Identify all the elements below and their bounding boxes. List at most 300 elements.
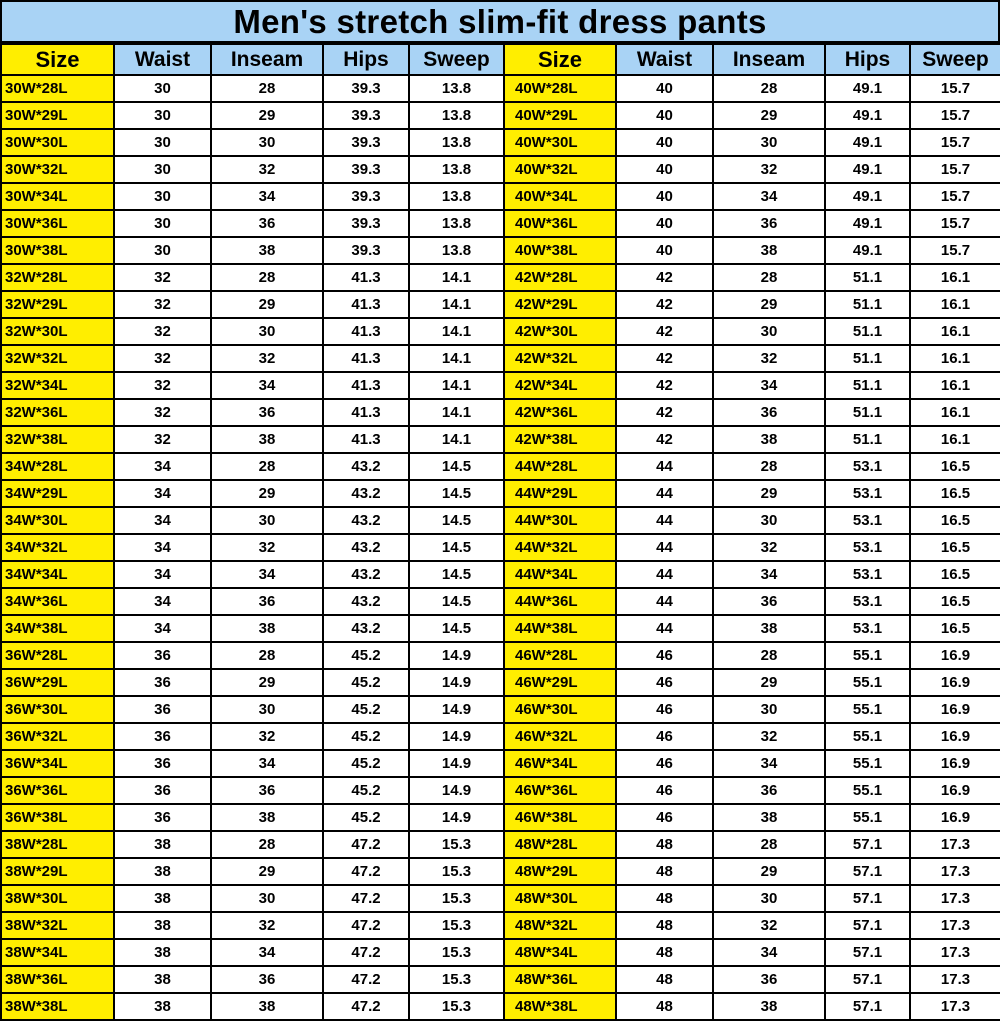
right-sweep-cell: 16.9: [910, 723, 1000, 750]
right-inseam-cell: 34: [713, 750, 825, 777]
right-sweep-cell: 16.9: [910, 777, 1000, 804]
right-hips-cell: 55.1: [825, 669, 910, 696]
left-sweep-cell: 14.9: [409, 642, 504, 669]
left-inseam-cell: 28: [211, 75, 323, 102]
right-size-cell: 40W*30L: [504, 129, 616, 156]
right-sweep-cell: 16.9: [910, 696, 1000, 723]
table-row: [1, 507, 1000, 534]
right-size-cell: 48W*34L: [504, 939, 616, 966]
left-hips-cell: 39.3: [323, 102, 409, 129]
left-waist-cell: 38: [114, 912, 211, 939]
right-inseam-cell: 30: [713, 696, 825, 723]
left-hips-cell: 47.2: [323, 993, 409, 1020]
table-row: [1, 480, 1000, 507]
right-hips-cell: 51.1: [825, 264, 910, 291]
right-waist-cell: 44: [616, 507, 713, 534]
left-waist-cell: 34: [114, 534, 211, 561]
right-inseam-cell: 32: [713, 345, 825, 372]
left-waist-cell: 32: [114, 318, 211, 345]
right-inseam-cell: 38: [713, 993, 825, 1020]
left-waist-cell: 34: [114, 453, 211, 480]
left-sweep-cell: 14.5: [409, 588, 504, 615]
left-hips-cell: 43.2: [323, 615, 409, 642]
right-size-cell: 40W*38L: [504, 237, 616, 264]
left-waist-cell: 34: [114, 507, 211, 534]
left-size-cell: 34W*38L: [1, 615, 114, 642]
right-inseam-cell: 36: [713, 966, 825, 993]
right-hips-cell: 49.1: [825, 183, 910, 210]
left-size-cell: 38W*28L: [1, 831, 114, 858]
right-sweep-cell: 16.5: [910, 507, 1000, 534]
left-waist-cell: 30: [114, 237, 211, 264]
right-hips-cell: 55.1: [825, 723, 910, 750]
right-waist-cell: 40: [616, 237, 713, 264]
left-sweep-cell: 14.9: [409, 669, 504, 696]
left-inseam-cell: 29: [211, 102, 323, 129]
left-inseam-cell: 38: [211, 426, 323, 453]
left-size-cell: 30W*32L: [1, 156, 114, 183]
right-size-cell: 48W*29L: [504, 858, 616, 885]
left-waist-cell: 30: [114, 102, 211, 129]
right-inseam-cell: 34: [713, 183, 825, 210]
header-sweep: Sweep: [409, 44, 504, 75]
left-size-cell: 32W*36L: [1, 399, 114, 426]
table-row: [1, 696, 1000, 723]
left-sweep-cell: 13.8: [409, 237, 504, 264]
right-size-cell: 42W*34L: [504, 372, 616, 399]
right-hips-cell: 49.1: [825, 210, 910, 237]
left-size-cell: 34W*32L: [1, 534, 114, 561]
left-sweep-cell: 14.5: [409, 507, 504, 534]
left-sweep-cell: 14.9: [409, 804, 504, 831]
right-hips-cell: 55.1: [825, 696, 910, 723]
right-inseam-cell: 32: [713, 723, 825, 750]
left-inseam-cell: 29: [211, 858, 323, 885]
table-row: [1, 804, 1000, 831]
right-inseam-cell: 34: [713, 561, 825, 588]
table-row: [1, 426, 1000, 453]
left-hips-cell: 41.3: [323, 426, 409, 453]
table-row: [1, 777, 1000, 804]
right-hips-cell: 49.1: [825, 102, 910, 129]
right-sweep-cell: 15.7: [910, 156, 1000, 183]
right-hips-cell: 57.1: [825, 912, 910, 939]
left-waist-cell: 36: [114, 723, 211, 750]
left-inseam-cell: 38: [211, 237, 323, 264]
table-row: [1, 831, 1000, 858]
left-hips-cell: 39.3: [323, 210, 409, 237]
left-hips-cell: 47.2: [323, 939, 409, 966]
left-inseam-cell: 28: [211, 264, 323, 291]
left-inseam-cell: 34: [211, 750, 323, 777]
header-hips: Hips: [323, 44, 409, 75]
left-inseam-cell: 36: [211, 588, 323, 615]
left-inseam-cell: 30: [211, 507, 323, 534]
title-bar: [0, 0, 1000, 43]
left-size-cell: 34W*30L: [1, 507, 114, 534]
left-hips-cell: 43.2: [323, 453, 409, 480]
right-sweep-cell: 17.3: [910, 993, 1000, 1020]
left-hips-cell: 41.3: [323, 345, 409, 372]
right-size-cell: 46W*34L: [504, 750, 616, 777]
left-inseam-cell: 32: [211, 723, 323, 750]
right-waist-cell: 48: [616, 831, 713, 858]
right-size-cell: 48W*32L: [504, 912, 616, 939]
table-row: [1, 264, 1000, 291]
right-hips-cell: 51.1: [825, 426, 910, 453]
left-inseam-cell: 36: [211, 966, 323, 993]
left-inseam-cell: 29: [211, 480, 323, 507]
left-size-cell: 36W*30L: [1, 696, 114, 723]
right-hips-cell: 51.1: [825, 399, 910, 426]
left-sweep-cell: 14.1: [409, 264, 504, 291]
table-row: [1, 615, 1000, 642]
left-sweep-cell: 14.5: [409, 534, 504, 561]
right-sweep-cell: 17.3: [910, 831, 1000, 858]
table-row: [1, 237, 1000, 264]
left-hips-cell: 45.2: [323, 804, 409, 831]
left-size-cell: 30W*38L: [1, 237, 114, 264]
left-size-cell: 38W*29L: [1, 858, 114, 885]
left-sweep-cell: 13.8: [409, 183, 504, 210]
header-row: [1, 44, 1000, 75]
left-size-cell: 30W*34L: [1, 183, 114, 210]
right-hips-cell: 53.1: [825, 480, 910, 507]
right-sweep-cell: 15.7: [910, 75, 1000, 102]
right-size-cell: 42W*32L: [504, 345, 616, 372]
table-row: [1, 993, 1000, 1020]
right-waist-cell: 44: [616, 588, 713, 615]
left-inseam-cell: 28: [211, 642, 323, 669]
left-sweep-cell: 13.8: [409, 102, 504, 129]
right-sweep-cell: 15.7: [910, 129, 1000, 156]
right-size-cell: 46W*36L: [504, 777, 616, 804]
right-size-cell: 42W*29L: [504, 291, 616, 318]
right-waist-cell: 44: [616, 561, 713, 588]
right-hips-cell: 55.1: [825, 642, 910, 669]
right-waist-cell: 40: [616, 75, 713, 102]
right-inseam-cell: 29: [713, 480, 825, 507]
right-sweep-cell: 16.9: [910, 750, 1000, 777]
right-inseam-cell: 29: [713, 858, 825, 885]
right-inseam-cell: 38: [713, 615, 825, 642]
left-inseam-cell: 30: [211, 885, 323, 912]
left-hips-cell: 43.2: [323, 507, 409, 534]
right-inseam-cell: 28: [713, 264, 825, 291]
right-waist-cell: 42: [616, 372, 713, 399]
right-sweep-cell: 17.3: [910, 858, 1000, 885]
left-inseam-cell: 34: [211, 939, 323, 966]
left-sweep-cell: 14.9: [409, 723, 504, 750]
right-sweep-cell: 16.9: [910, 642, 1000, 669]
left-hips-cell: 45.2: [323, 777, 409, 804]
right-inseam-cell: 36: [713, 399, 825, 426]
left-hips-cell: 41.3: [323, 291, 409, 318]
right-hips-cell: 55.1: [825, 777, 910, 804]
right-inseam-cell: 36: [713, 777, 825, 804]
table-row: [1, 885, 1000, 912]
right-waist-cell: 46: [616, 696, 713, 723]
table-row: [1, 750, 1000, 777]
right-sweep-cell: 17.3: [910, 966, 1000, 993]
left-size-cell: 36W*34L: [1, 750, 114, 777]
left-inseam-cell: 29: [211, 291, 323, 318]
header-size: Size: [504, 44, 616, 75]
left-sweep-cell: 14.5: [409, 561, 504, 588]
right-size-cell: 46W*30L: [504, 696, 616, 723]
right-size-cell: 40W*28L: [504, 75, 616, 102]
left-hips-cell: 39.3: [323, 75, 409, 102]
left-waist-cell: 38: [114, 858, 211, 885]
header-hips: Hips: [825, 44, 910, 75]
left-inseam-cell: 32: [211, 912, 323, 939]
left-inseam-cell: 29: [211, 669, 323, 696]
right-hips-cell: 53.1: [825, 561, 910, 588]
right-hips-cell: 51.1: [825, 345, 910, 372]
right-inseam-cell: 32: [713, 534, 825, 561]
table-row: [1, 291, 1000, 318]
right-size-cell: 40W*34L: [504, 183, 616, 210]
right-waist-cell: 40: [616, 183, 713, 210]
right-hips-cell: 57.1: [825, 966, 910, 993]
table-row: [1, 399, 1000, 426]
right-waist-cell: 40: [616, 156, 713, 183]
right-hips-cell: 51.1: [825, 291, 910, 318]
right-hips-cell: 51.1: [825, 318, 910, 345]
table-row: [1, 966, 1000, 993]
table-row: [1, 183, 1000, 210]
left-waist-cell: 34: [114, 588, 211, 615]
left-sweep-cell: 13.8: [409, 210, 504, 237]
left-size-cell: 30W*36L: [1, 210, 114, 237]
left-hips-cell: 47.2: [323, 831, 409, 858]
page-title: Men's stretch slim-fit dress pants: [233, 2, 767, 40]
table-row: [1, 858, 1000, 885]
right-size-cell: 46W*38L: [504, 804, 616, 831]
right-waist-cell: 42: [616, 426, 713, 453]
left-inseam-cell: 34: [211, 372, 323, 399]
table-row: [1, 723, 1000, 750]
left-waist-cell: 30: [114, 183, 211, 210]
right-inseam-cell: 38: [713, 804, 825, 831]
left-waist-cell: 34: [114, 480, 211, 507]
left-waist-cell: 30: [114, 156, 211, 183]
right-waist-cell: 46: [616, 804, 713, 831]
right-hips-cell: 57.1: [825, 939, 910, 966]
left-inseam-cell: 32: [211, 156, 323, 183]
right-inseam-cell: 38: [713, 237, 825, 264]
table-row: [1, 561, 1000, 588]
left-sweep-cell: 15.3: [409, 885, 504, 912]
right-sweep-cell: 17.3: [910, 885, 1000, 912]
right-inseam-cell: 30: [713, 129, 825, 156]
right-waist-cell: 46: [616, 777, 713, 804]
left-sweep-cell: 15.3: [409, 912, 504, 939]
right-sweep-cell: 15.7: [910, 183, 1000, 210]
left-hips-cell: 39.3: [323, 183, 409, 210]
left-size-cell: 36W*32L: [1, 723, 114, 750]
left-inseam-cell: 30: [211, 696, 323, 723]
header-inseam: Inseam: [713, 44, 825, 75]
right-waist-cell: 44: [616, 480, 713, 507]
left-sweep-cell: 14.1: [409, 318, 504, 345]
right-sweep-cell: 16.1: [910, 291, 1000, 318]
right-size-cell: 42W*28L: [504, 264, 616, 291]
left-size-cell: 36W*38L: [1, 804, 114, 831]
left-waist-cell: 36: [114, 777, 211, 804]
right-sweep-cell: 16.9: [910, 669, 1000, 696]
left-hips-cell: 41.3: [323, 399, 409, 426]
right-sweep-cell: 15.7: [910, 210, 1000, 237]
left-sweep-cell: 14.5: [409, 453, 504, 480]
right-size-cell: 40W*36L: [504, 210, 616, 237]
left-size-cell: 32W*38L: [1, 426, 114, 453]
table-row: [1, 453, 1000, 480]
right-sweep-cell: 16.1: [910, 264, 1000, 291]
left-size-cell: 32W*32L: [1, 345, 114, 372]
left-inseam-cell: 36: [211, 777, 323, 804]
right-waist-cell: 40: [616, 129, 713, 156]
right-waist-cell: 46: [616, 750, 713, 777]
right-sweep-cell: 16.1: [910, 399, 1000, 426]
left-inseam-cell: 32: [211, 534, 323, 561]
right-size-cell: 48W*36L: [504, 966, 616, 993]
left-waist-cell: 36: [114, 696, 211, 723]
left-sweep-cell: 15.3: [409, 966, 504, 993]
right-waist-cell: 44: [616, 615, 713, 642]
right-inseam-cell: 38: [713, 426, 825, 453]
left-waist-cell: 38: [114, 885, 211, 912]
right-hips-cell: 57.1: [825, 885, 910, 912]
left-sweep-cell: 14.5: [409, 480, 504, 507]
right-size-cell: 42W*36L: [504, 399, 616, 426]
table-row: [1, 669, 1000, 696]
left-inseam-cell: 34: [211, 183, 323, 210]
left-hips-cell: 43.2: [323, 588, 409, 615]
left-waist-cell: 32: [114, 399, 211, 426]
right-waist-cell: 44: [616, 534, 713, 561]
right-size-cell: 46W*29L: [504, 669, 616, 696]
left-waist-cell: 36: [114, 669, 211, 696]
left-hips-cell: 41.3: [323, 372, 409, 399]
right-size-cell: 48W*30L: [504, 885, 616, 912]
right-sweep-cell: 15.7: [910, 237, 1000, 264]
right-waist-cell: 48: [616, 939, 713, 966]
right-waist-cell: 48: [616, 912, 713, 939]
left-waist-cell: 32: [114, 345, 211, 372]
left-sweep-cell: 14.1: [409, 426, 504, 453]
right-waist-cell: 48: [616, 966, 713, 993]
right-inseam-cell: 30: [713, 507, 825, 534]
left-waist-cell: 36: [114, 642, 211, 669]
table-row: [1, 939, 1000, 966]
left-hips-cell: 47.2: [323, 966, 409, 993]
right-waist-cell: 42: [616, 264, 713, 291]
left-hips-cell: 39.3: [323, 237, 409, 264]
right-inseam-cell: 36: [713, 210, 825, 237]
left-size-cell: 32W*29L: [1, 291, 114, 318]
left-size-cell: 38W*34L: [1, 939, 114, 966]
right-sweep-cell: 16.5: [910, 480, 1000, 507]
right-sweep-cell: 17.3: [910, 939, 1000, 966]
table-row: [1, 210, 1000, 237]
right-size-cell: 44W*28L: [504, 453, 616, 480]
left-size-cell: 34W*29L: [1, 480, 114, 507]
left-inseam-cell: 28: [211, 453, 323, 480]
left-hips-cell: 45.2: [323, 723, 409, 750]
left-sweep-cell: 14.9: [409, 777, 504, 804]
right-waist-cell: 48: [616, 858, 713, 885]
left-waist-cell: 38: [114, 831, 211, 858]
left-size-cell: 34W*36L: [1, 588, 114, 615]
left-inseam-cell: 36: [211, 210, 323, 237]
left-waist-cell: 30: [114, 129, 211, 156]
right-hips-cell: 53.1: [825, 507, 910, 534]
left-size-cell: 34W*34L: [1, 561, 114, 588]
left-sweep-cell: 15.3: [409, 831, 504, 858]
right-waist-cell: 42: [616, 345, 713, 372]
left-size-cell: 30W*28L: [1, 75, 114, 102]
left-sweep-cell: 14.9: [409, 696, 504, 723]
table-row: [1, 345, 1000, 372]
right-sweep-cell: 17.3: [910, 912, 1000, 939]
table-row: [1, 534, 1000, 561]
right-hips-cell: 55.1: [825, 750, 910, 777]
left-waist-cell: 32: [114, 291, 211, 318]
header-inseam: Inseam: [211, 44, 323, 75]
left-inseam-cell: 30: [211, 318, 323, 345]
left-inseam-cell: 32: [211, 345, 323, 372]
right-sweep-cell: 16.1: [910, 345, 1000, 372]
right-hips-cell: 49.1: [825, 129, 910, 156]
table-row: [1, 588, 1000, 615]
left-hips-cell: 47.2: [323, 858, 409, 885]
right-sweep-cell: 16.5: [910, 588, 1000, 615]
right-waist-cell: 48: [616, 885, 713, 912]
right-hips-cell: 55.1: [825, 804, 910, 831]
left-hips-cell: 45.2: [323, 642, 409, 669]
left-hips-cell: 43.2: [323, 534, 409, 561]
left-sweep-cell: 14.1: [409, 291, 504, 318]
right-sweep-cell: 16.5: [910, 534, 1000, 561]
right-size-cell: 44W*38L: [504, 615, 616, 642]
left-hips-cell: 45.2: [323, 696, 409, 723]
left-waist-cell: 38: [114, 993, 211, 1020]
left-inseam-cell: 30: [211, 129, 323, 156]
right-size-cell: 46W*28L: [504, 642, 616, 669]
right-inseam-cell: 29: [713, 102, 825, 129]
right-inseam-cell: 28: [713, 453, 825, 480]
header-waist: Waist: [616, 44, 713, 75]
left-size-cell: 32W*30L: [1, 318, 114, 345]
right-hips-cell: 49.1: [825, 75, 910, 102]
right-waist-cell: 48: [616, 993, 713, 1020]
right-inseam-cell: 28: [713, 642, 825, 669]
right-size-cell: 48W*28L: [504, 831, 616, 858]
left-inseam-cell: 28: [211, 831, 323, 858]
left-size-cell: 38W*36L: [1, 966, 114, 993]
left-waist-cell: 34: [114, 615, 211, 642]
right-inseam-cell: 29: [713, 291, 825, 318]
left-sweep-cell: 14.5: [409, 615, 504, 642]
left-inseam-cell: 38: [211, 615, 323, 642]
right-inseam-cell: 29: [713, 669, 825, 696]
right-hips-cell: 53.1: [825, 615, 910, 642]
left-inseam-cell: 38: [211, 804, 323, 831]
left-waist-cell: 30: [114, 210, 211, 237]
left-size-cell: 36W*28L: [1, 642, 114, 669]
right-size-cell: 46W*32L: [504, 723, 616, 750]
